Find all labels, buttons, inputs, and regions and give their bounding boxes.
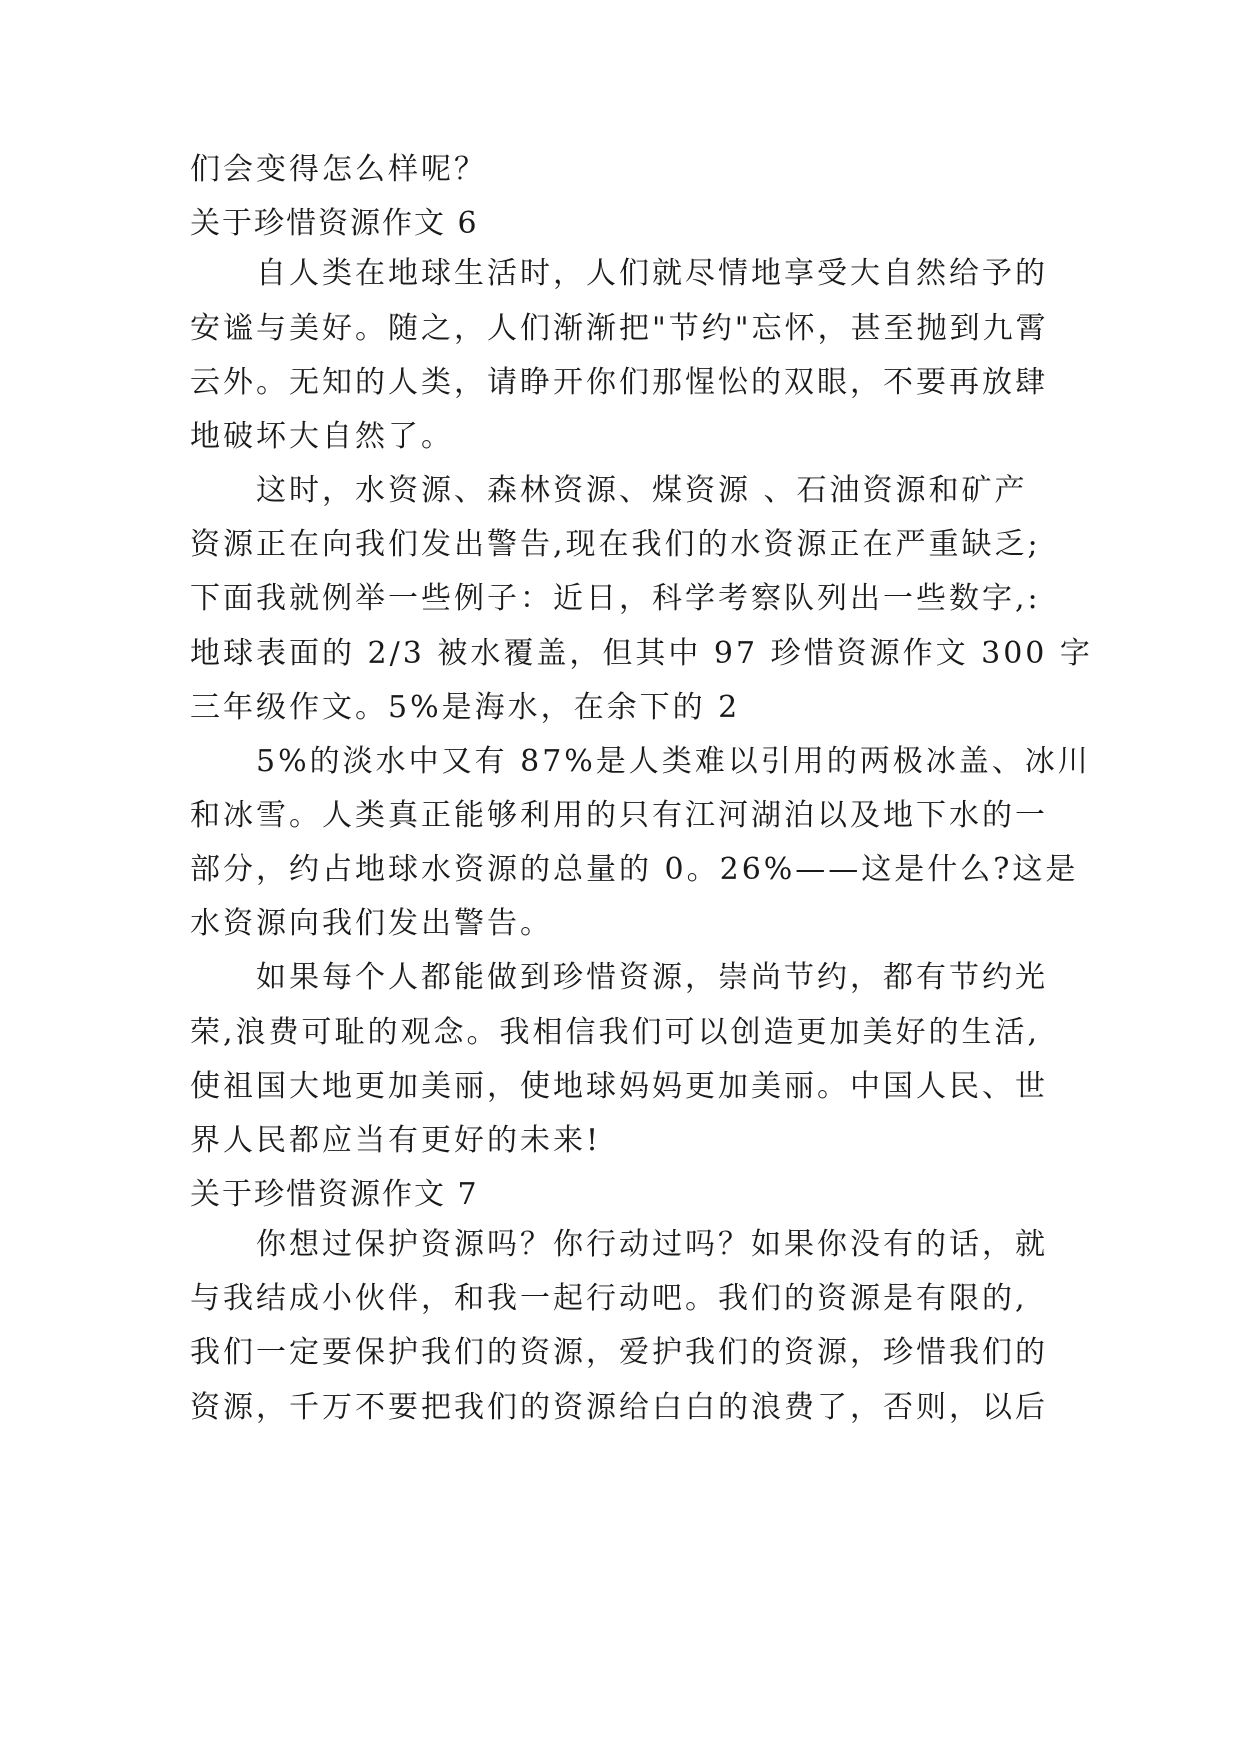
text-line: 们会变得怎么样呢？ (190, 152, 487, 187)
paragraph-line: 5%的淡水中又有 87%是人类难以引用的两极冰盖、冰川 (256, 744, 1091, 779)
paragraph-line: 荣,浪费可耻的观念。我相信我们可以创造更加美好的生活, (190, 1015, 1041, 1050)
section-heading-7: 关于珍惜资源作文 7 (190, 1177, 479, 1212)
paragraph-line: 和冰雪。人类真正能够利用的只有江河湖泊以及地下水的一 (190, 798, 1048, 833)
paragraph-line: 使祖国大地更加美丽，使地球妈妈更加美丽。中国人民、世 (190, 1069, 1048, 1104)
paragraph-line: 资源，千万不要把我们的资源给白白的浪费了，否则，以后 (190, 1390, 1048, 1425)
paragraph-line: 资源正在向我们发出警告,现在我们的水资源正在严重缺乏; (190, 527, 1041, 562)
paragraph-line: 安谧与美好。随之，人们渐渐把"节约"忘怀，甚至抛到九霄 (190, 311, 1049, 346)
paragraph-line: 部分，约占地球水资源的总量的 0。26%——这是什么?这是 (190, 852, 1079, 887)
paragraph-line: 与我结成小伙伴，和我一起行动吧。我们的资源是有限的, (190, 1281, 1028, 1316)
paragraph-line: 下面我就例举一些例子：近日，科学考察队列出一些数字,: (190, 581, 1041, 616)
paragraph-line: 我们一定要保护我们的资源，爱护我们的资源，珍惜我们的 (190, 1335, 1048, 1370)
paragraph-line: 云外。无知的人类，请睁开你们那惺忪的双眼，不要再放肆 (190, 365, 1048, 400)
paragraph-line: 界人民都应当有更好的未来! (190, 1123, 602, 1158)
paragraph-line: 水资源向我们发出警告。 (190, 906, 553, 941)
paragraph-line: 三年级作文。5%是海水，在余下的 2 (190, 690, 741, 725)
paragraph-line: 地破坏大自然了。 (190, 419, 454, 454)
section-heading-6: 关于珍惜资源作文 6 (190, 206, 479, 241)
paragraph-line: 这时，水资源、森林资源、煤资源 、石油资源和矿产 (256, 473, 1028, 508)
paragraph-line: 自人类在地球生活时，人们就尽情地享受大自然给予的 (256, 256, 1048, 291)
paragraph-line: 如果每个人都能做到珍惜资源，崇尚节约，都有节约光 (256, 960, 1048, 995)
paragraph-line: 你想过保护资源吗？你行动过吗？如果你没有的话，就 (256, 1227, 1048, 1262)
paragraph-line: 地球表面的 2/3 被水覆盖，但其中 97 珍惜资源作文 300 字 (190, 636, 1093, 671)
